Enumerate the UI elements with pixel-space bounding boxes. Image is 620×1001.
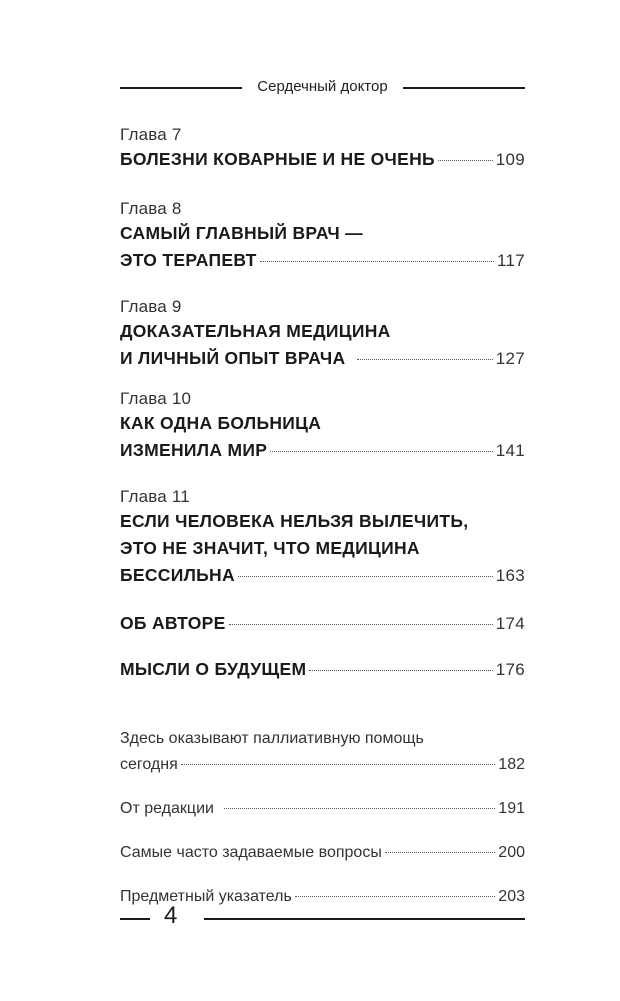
chapter-label: Глава 8 [120,199,182,218]
toc-chapter-7 [120,124,525,198]
page-footer [120,900,525,934]
page-number: 117 [496,251,525,270]
chapter-label: Глава 10 [120,389,192,408]
footer-rule-right [204,918,525,920]
dot-leader [309,670,492,671]
entry-title-line: Здесь оказывают паллиативную помощь [120,730,424,747]
toc-palliative-care [120,726,525,796]
dot-leader [438,160,493,161]
chapter-title: ЭТО ТЕРАПЕВТ [120,250,257,270]
dot-leader [295,896,495,897]
chapter-label: Глава 7 [120,125,182,144]
chapter-title-line [120,562,525,589]
page-number: 191 [498,800,525,817]
entry-title-line [120,840,525,866]
section-title-line [120,656,525,683]
dot-leader [260,261,494,262]
running-header-title: Сердечный доктор [257,78,388,95]
section-title-line [120,610,525,637]
page-number: 163 [495,566,525,585]
running-header [120,74,525,102]
chapter-title: БОЛЕЗНИ КОВАРНЫЕ И НЕ ОЧЕНЬ [120,149,435,169]
toc-thoughts-future [120,656,525,726]
entry-title-line [120,796,525,822]
chapter-label: Глава 9 [120,297,182,316]
dot-leader [357,359,492,360]
folio-page-number: 4 [164,902,178,929]
footer-rule-left [120,918,150,920]
dot-leader [224,808,495,809]
toc-about-author [120,610,525,656]
chapter-title-line: ЭТО НЕ ЗНАЧИТ, ЧТО МЕДИЦИНА [120,538,420,558]
chapter-title-line [120,247,525,274]
chapter-title-line: ЕСЛИ ЧЕЛОВЕКА НЕЛЬЗЯ ВЫЛЕЧИТЬ, [120,511,469,531]
chapter-title-line: КАК ОДНА БОЛЬНИЦА [120,413,322,433]
header-rule-right [403,87,525,89]
chapter-title-line: ДОКАЗАТЕЛЬНАЯ МЕДИЦИНА [120,321,391,341]
dot-leader [385,852,495,853]
chapter-title: И ЛИЧНЫЙ ОПЫТ ВРАЧА [120,348,346,368]
chapter-title-line [120,146,525,173]
dot-leader [181,764,496,765]
page-number: 200 [498,844,525,861]
chapter-title: БЕССИЛЬНА [120,565,235,585]
page-number: 176 [495,660,525,679]
page-number: 182 [498,756,525,773]
table-of-contents [120,124,525,924]
entry-title: Самые часто задаваемые вопросы [120,844,382,861]
page-number: 127 [495,349,525,368]
dot-leader [229,624,493,625]
page-number: 203 [498,888,525,905]
entry-title: сегодня [120,756,178,773]
toc-from-editors [120,796,525,840]
entry-title-line [120,752,525,778]
toc-chapter-10 [120,388,525,486]
dot-leader [238,576,493,577]
page-number: 109 [495,150,525,169]
toc-chapter-8 [120,198,525,296]
page-number: 174 [495,614,525,633]
toc-chapter-9 [120,296,525,388]
entry-title: От редакции [120,800,214,817]
page-number: 141 [495,441,525,460]
section-title: МЫСЛИ О БУДУЩЕМ [120,659,307,679]
dot-leader [270,451,493,452]
toc-chapter-11 [120,486,525,610]
chapter-title: ИЗМЕНИЛА МИР [120,440,268,460]
chapter-title-line [120,345,525,372]
entry-title: Предметный указатель [120,888,292,905]
chapter-title-line: САМЫЙ ГЛАВНЫЙ ВРАЧ — [120,223,363,243]
chapter-title-line [120,437,525,464]
chapter-label: Глава 11 [120,487,190,506]
section-title: ОБ АВТОРЕ [120,613,226,633]
toc-faq [120,840,525,884]
